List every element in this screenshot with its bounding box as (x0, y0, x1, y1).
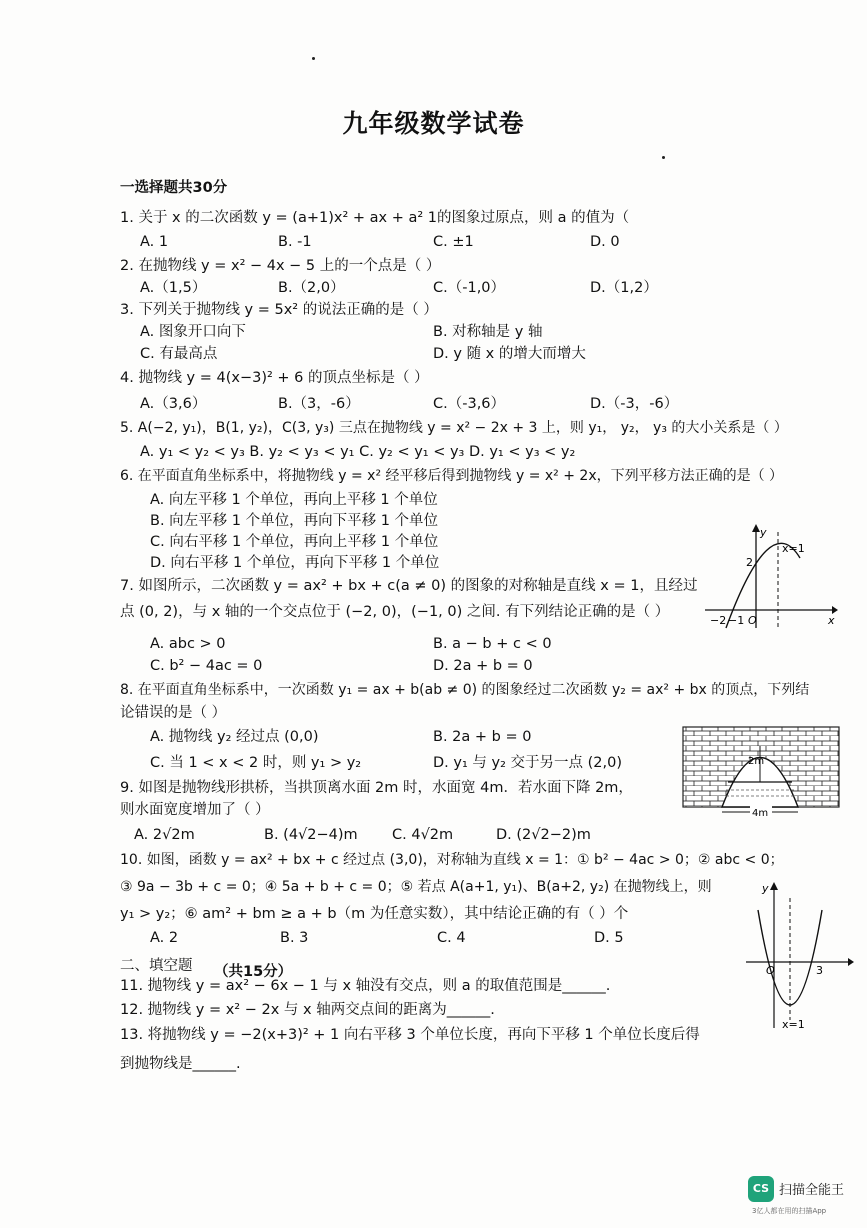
fig7-origin-label: O (748, 614, 757, 627)
page-title: 九年级数学试卷 (342, 109, 525, 138)
section-heading-fill: 二、填空题 (120, 958, 193, 974)
q9-arch-bridge-figure (682, 726, 840, 818)
scanner-watermark (748, 1176, 858, 1220)
question-10-line2: ③ 9a − 3b + c = 0；④ 5a + b + c = 0；⑤ 若点 A(a+1, y₁)、B(a+2, y₂) 在抛物线上，则 (120, 879, 712, 895)
fig7-neg2-label: −2 (710, 614, 727, 627)
q4-option-c: C.（-3,6） (433, 396, 506, 412)
question-11: 11. 抛物线 y = ax² − 6x − 1 与 x 轴没有交点，则 a 的取值范围是______. (120, 978, 611, 994)
q4-option-a: A.（3,6） (140, 396, 207, 412)
q3-option-b: B. 对称轴是 y 轴 (433, 324, 543, 340)
q9-option-d: D. (2√2−2)m (496, 827, 591, 843)
fig10-origin-label: O (766, 964, 775, 977)
question-12: 12. 抛物线 y = x² − 2x 与 x 轴两交点间的距离为______. (120, 1002, 495, 1018)
fig10-three-label: 3 (816, 964, 823, 977)
question-13-line2: 到抛物线是______. (120, 1056, 241, 1072)
q7-option-c: C. b² − 4ac = 0 (150, 658, 263, 674)
q1-option-d: D. 0 (590, 234, 620, 250)
q2-option-b: B.（2,0） (278, 280, 345, 296)
q1-option-a: A. 1 (140, 234, 169, 250)
section-heading-choice: 一选择题共30分 (120, 180, 228, 196)
q1-option-b: B. -1 (278, 234, 312, 250)
fig10-axis-label: x=1 (782, 1018, 805, 1031)
question-10-line1: 10. 如图，函数 y = ax² + bx + c 经过点 (3,0)，对称轴为直线 x = 1：① b² − 4ac > 0；② abc < 0； (120, 852, 784, 868)
fig9-width-label: 4m (752, 808, 769, 818)
watermark-app-name: 扫描全能王 (779, 1183, 845, 1198)
question-8-line1: 8. 在平面直角坐标系中，一次函数 y₁ = ax + b(ab ≠ 0) 的图象经过二次函数 y₂ = ax² + bx 的顶点，下列结 (120, 682, 810, 698)
question-4-stem: 4. 抛物线 y = 4(x−3)² + 6 的顶点坐标是（ ） (120, 370, 429, 386)
q7-option-a: A. abc > 0 (150, 636, 226, 652)
q7-option-d: D. 2a + b = 0 (433, 658, 533, 674)
fig10-y-label: y (762, 882, 769, 895)
q2-option-c: C.（-1,0） (433, 280, 506, 296)
camscanner-logo-icon: CS (748, 1176, 774, 1202)
q8-option-c: C. 当 1 < x < 2 时，则 y₁ > y₂ (150, 755, 362, 771)
question-8-line2: 论错误的是（ ） (120, 705, 227, 721)
q10-option-b: B. 3 (280, 930, 309, 946)
q10-option-a: A. 2 (150, 930, 179, 946)
q3-option-a: A. 图象开口向下 (140, 324, 246, 340)
q9-option-b: B. (4√2−4)m (264, 827, 358, 843)
fig7-axis-label: x=1 (782, 542, 805, 555)
q3-option-d: D. y 随 x 的增大而增大 (433, 346, 586, 362)
q10-option-d: D. 5 (594, 930, 624, 946)
fig7-x-label: x (828, 614, 835, 627)
q8-option-a: A. 抛物线 y₂ 经过点 (0,0) (150, 729, 319, 745)
question-9-line2: 则水面宽度增加了（ ） (120, 802, 270, 818)
question-5-stem: 5. A(−2, y₁)，B(1, y₂)，C(3, y₃) 三点在抛物线 y = x² − 2x + 3 上，则 y₁， y₂， y₃ 的大小关系是（ ） (120, 420, 788, 436)
q6-option-b: B. 向左平移 1 个单位，再向下平移 1 个单位 (150, 513, 439, 529)
question-3-stem: 3. 下列关于抛物线 y = 5x² 的说法正确的是（ ） (120, 302, 438, 318)
speck (312, 57, 315, 60)
q9-option-c: C. 4√2m (392, 827, 454, 843)
q7-parabola-graph (700, 518, 840, 630)
question-2-stem: 2. 在抛物线 y = x² − 4x − 5 上的一个点是（ ） (120, 258, 441, 274)
q4-option-d: D.（-3，-6） (590, 396, 679, 412)
fig7-neg1-label: −1 (728, 614, 745, 627)
question-6-stem: 6. 在平面直角坐标系中，将抛物线 y = x² 经平移后得到抛物线 y = x² + 2x，下列平移方法正确的是（ ） (120, 468, 784, 484)
question-10-line3: y₁ > y₂；⑥ am² + bm ≥ a + b（m 为任意实数），其中结论正确的有（ ）个 (120, 906, 629, 922)
q1-option-c: C. ±1 (433, 234, 474, 250)
q7-option-b: B. a − b + c < 0 (433, 636, 552, 652)
fig9-height-label: 2m (748, 756, 765, 767)
q10-option-c: C. 4 (437, 930, 466, 946)
q4-option-b: B.（3，-6） (278, 396, 360, 412)
question-9-line1: 9. 如图是抛物线形拱桥，当拱顶离水面 2m 时，水面宽 4m．若水面下降 2m， (120, 780, 633, 796)
fig7-y-label: y (760, 526, 767, 539)
speck (662, 156, 665, 159)
q10-parabola-graph (744, 880, 856, 1032)
q8-option-d: D. y₁ 与 y₂ 交于另一点 (2,0) (433, 755, 622, 771)
q6-option-a: A. 向左平移 1 个单位，再向上平移 1 个单位 (150, 492, 438, 508)
q3-option-c: C. 有最高点 (140, 346, 218, 362)
question-1-stem: 1. 关于 x 的二次函数 y = (a+1)x² + ax + a² 1的图象过原点，则 a 的值为（ (120, 210, 630, 226)
fig7-two-label: 2 (746, 556, 753, 569)
question-13-line1: 13. 将抛物线 y = −2(x+3)² + 1 向右平移 3 个单位长度，再向下平移 1 个单位长度后得 (120, 1027, 700, 1043)
q6-option-c: C. 向右平移 1 个单位，再向上平移 1 个单位 (150, 534, 439, 550)
q6-option-d: D. 向右平移 1 个单位，再向下平移 1 个单位 (150, 555, 440, 571)
watermark-tagline: 3亿人都在用的扫描App (752, 1207, 827, 1215)
section-score-fill: （共15分） (214, 964, 293, 980)
question-7-line1: 7. 如图所示，二次函数 y = ax² + bx + c(a ≠ 0) 的图象的对称轴是直线 x = 1，且经过 (120, 578, 698, 594)
q2-option-d: D.（1,2） (590, 280, 658, 296)
q2-option-a: A.（1,5） (140, 280, 207, 296)
question-7-line2: 点 (0, 2)，与 x 轴的一个交点位于 (−2, 0)，(−1, 0) 之间. 有下列结论正确的是（ ） (120, 604, 670, 620)
q9-option-a: A. 2√2m (134, 827, 195, 843)
q8-option-b: B. 2a + b = 0 (433, 729, 532, 745)
q5-options: A. y₁ < y₂ < y₃ B. y₂ < y₃ < y₁ C. y₂ < y₁ < y₃ D. y₁ < y₃ < y₂ (140, 444, 576, 460)
